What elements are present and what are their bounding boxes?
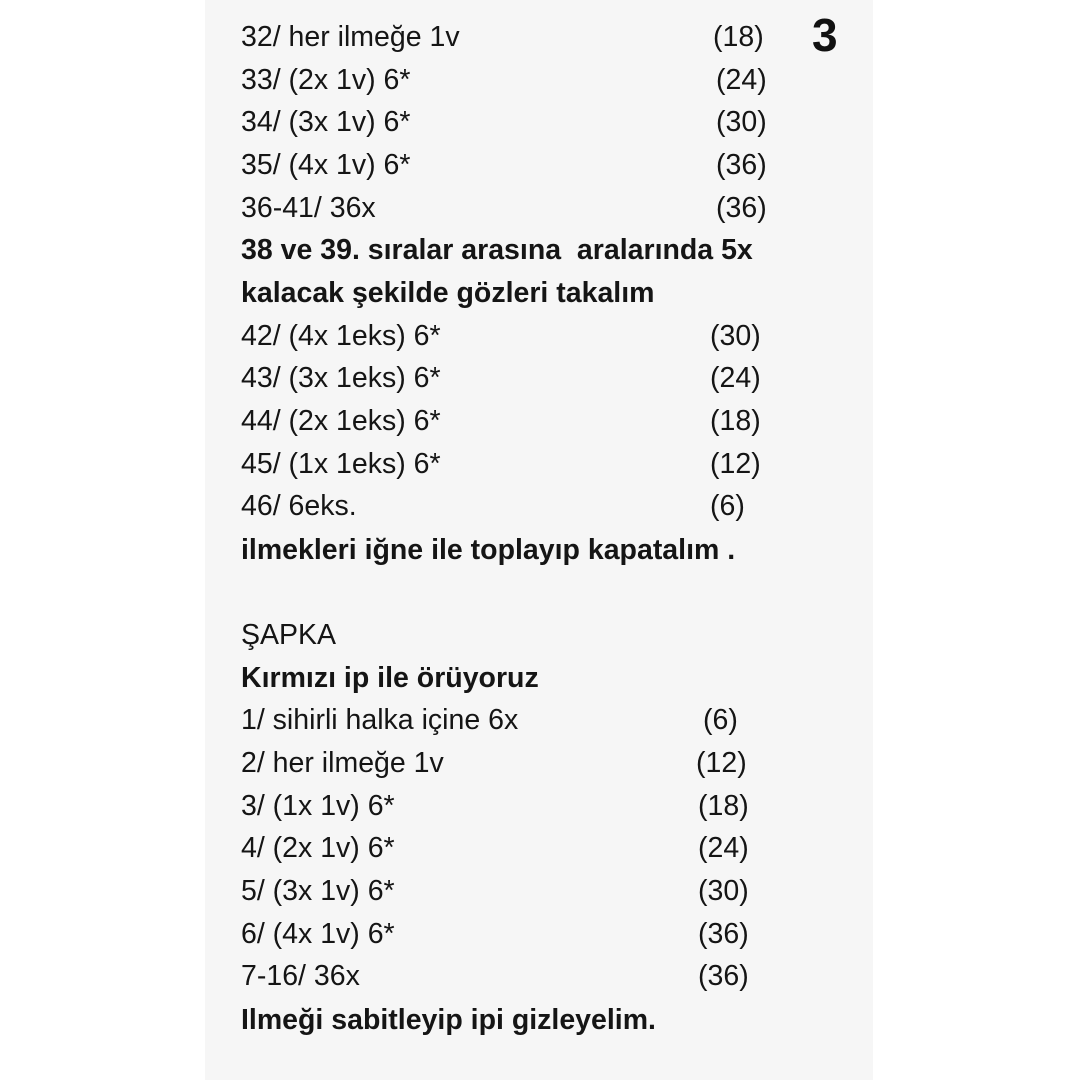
hat-count-2: (12) <box>696 747 747 779</box>
pattern-row-44: 44/ (2x 1eks) 6* <box>241 405 441 437</box>
closing-instruction: ilmekleri iğne ile toplayıp kapatalım . <box>241 534 736 566</box>
stitch-count-44: (18) <box>710 405 761 437</box>
page-number: 3 <box>812 9 838 61</box>
hat-count-7-16: (36) <box>698 960 749 992</box>
hat-row-6: 6/ (4x 1v) 6* <box>241 918 395 950</box>
hat-row-3: 3/ (1x 1v) 6* <box>241 790 395 822</box>
hat-count-5: (30) <box>698 875 749 907</box>
pattern-row-36-41: 36-41/ 36x <box>241 192 376 224</box>
pattern-row-43: 43/ (3x 1eks) 6* <box>241 362 441 394</box>
hat-row-1: 1/ sihirli halka içine 6x <box>241 704 519 736</box>
stitch-count-45: (12) <box>710 448 761 480</box>
pattern-row-45: 45/ (1x 1eks) 6* <box>241 448 441 480</box>
hat-count-6: (36) <box>698 918 749 950</box>
hat-row-5: 5/ (3x 1v) 6* <box>241 875 395 907</box>
stitch-count-46: (6) <box>710 490 745 522</box>
stitch-count-33: (24) <box>716 64 767 96</box>
pattern-row-33: 33/ (2x 1v) 6* <box>241 64 411 96</box>
stitch-count-34: (30) <box>716 106 767 138</box>
hat-closing-instruction: Ilmeği sabitleyip ipi gizleyelim. <box>241 1004 656 1036</box>
hat-count-3: (18) <box>698 790 749 822</box>
hat-count-4: (24) <box>698 832 749 864</box>
stitch-count-32: (18) <box>713 21 764 53</box>
pattern-row-32: 32/ her ilmeğe 1v <box>241 21 460 53</box>
stitch-count-36-41: (36) <box>716 192 767 224</box>
hat-row-2: 2/ her ilmeğe 1v <box>241 747 444 779</box>
pattern-row-42: 42/ (4x 1eks) 6* <box>241 320 441 352</box>
hat-row-7-16: 7-16/ 36x <box>241 960 360 992</box>
eye-placement-note-line1: 38 ve 39. sıralar arasına aralarında 5x <box>241 234 753 266</box>
hat-section-title: ŞAPKA <box>241 619 337 651</box>
pattern-row-34: 34/ (3x 1v) 6* <box>241 106 411 138</box>
pattern-row-35: 35/ (4x 1v) 6* <box>241 149 411 181</box>
hat-row-4: 4/ (2x 1v) 6* <box>241 832 395 864</box>
stitch-count-42: (30) <box>710 320 761 352</box>
hat-yarn-note: Kırmızı ip ile örüyoruz <box>241 662 539 694</box>
hat-count-1: (6) <box>703 704 738 736</box>
stitch-count-43: (24) <box>710 362 761 394</box>
eye-placement-note-line2: kalacak şekilde gözleri takalım <box>241 277 655 309</box>
pattern-row-46: 46/ 6eks. <box>241 490 357 522</box>
stitch-count-35: (36) <box>716 149 767 181</box>
